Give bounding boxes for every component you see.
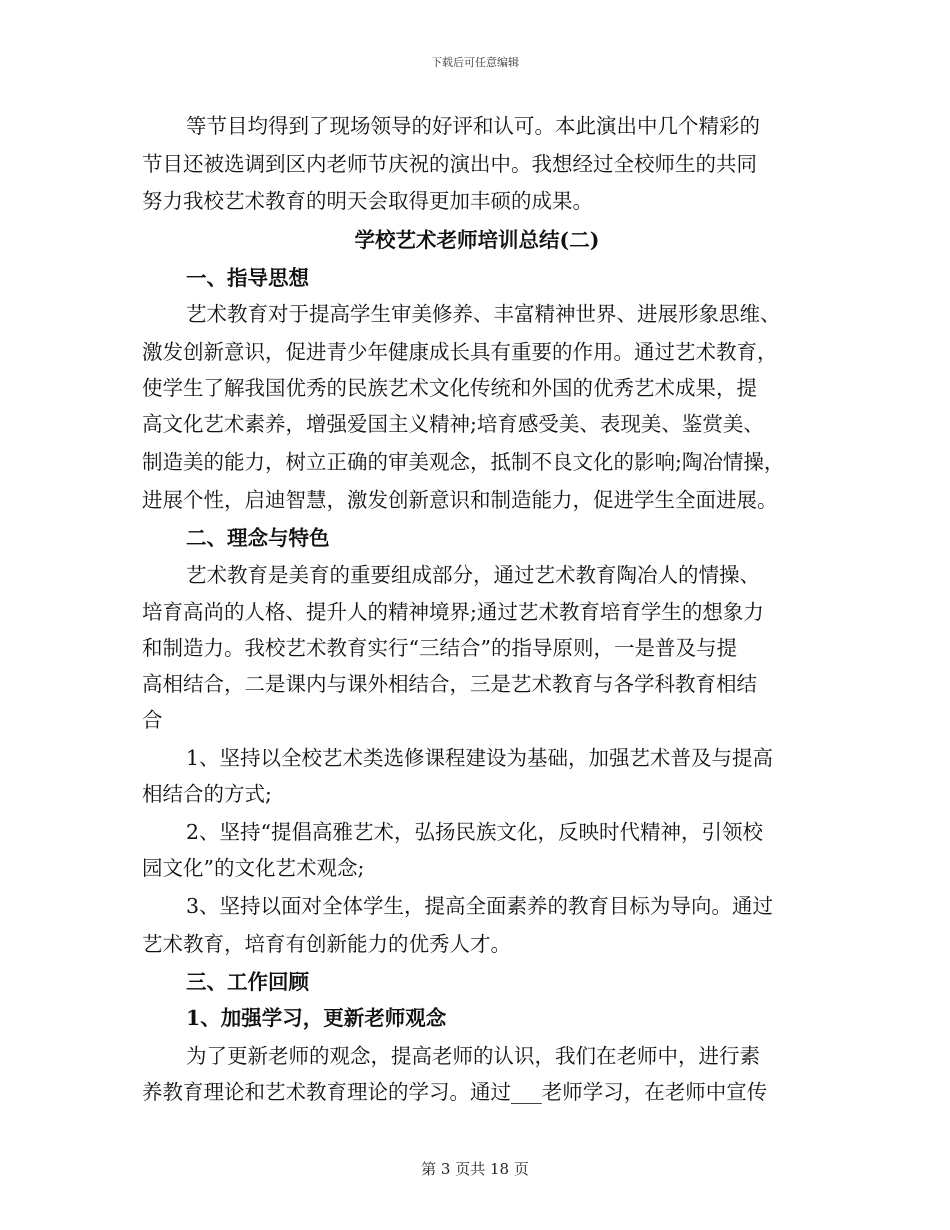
paragraph-line: 艺术教育，培育有创新能力的优秀人才。 — [142, 932, 511, 956]
paragraph-line: 激发创新意识，促进青少年健康成长具有重要的作用。通过艺术教育， — [142, 340, 778, 364]
paragraph-line: 使学生了解我国优秀的民族艺术文化传统和外国的优秀艺术成果，提 — [142, 376, 757, 400]
paragraph-line: 为了更新老师的观念，提高老师的认识，我们在老师中，进行素 — [186, 1044, 760, 1068]
page-header: 下载后可任意编辑 — [431, 56, 519, 69]
paragraph-line: 制造美的能力，树立正确的审美观念，抵制不良文化的影响;陶冶情操， — [142, 450, 785, 474]
section-heading: 三、工作回顾 — [186, 970, 309, 994]
paragraph-line: 园文化”的文化艺术观念; — [142, 856, 365, 880]
section-heading: 二、理念与特色 — [186, 526, 330, 550]
paragraph-line: 高相结合，二是课内与课外相结合，三是艺术教育与各学科教育相结 — [142, 672, 757, 696]
paragraph-line: 高文化艺术素养，增强爱国主义精神;培育感受美、表现美、鉴赏美、 — [142, 412, 764, 436]
paragraph-line: 2、坚持“提倡高雅艺术，弘扬民族文化，反映时代精神，引领校 — [186, 820, 764, 844]
paragraph-line: 养教育理论和艺术教育理论的学习。通过___老师学习，在老师中宣传 — [142, 1080, 768, 1104]
paragraph-line: 节目还被选调到区内老师节庆祝的演出中。我想经过全校师生的共同 — [142, 152, 757, 176]
paragraph-line: 培育高尚的人格、提升人的精神境界;通过艺术教育培育学生的想象力 — [142, 600, 764, 624]
paragraph-line: 努力我校艺术教育的明天会取得更加丰硕的成果。 — [142, 189, 593, 213]
paragraph-line: 艺术教育对于提高学生审美修养、丰富精神世界、进展形象思维、 — [186, 302, 781, 326]
paragraph-line: 艺术教育是美育的重要组成部分，通过艺术教育陶冶人的情操、 — [186, 563, 760, 587]
paragraph-line: 等节目均得到了现场领导的好评和认可。本此演出中几个精彩的 — [186, 114, 760, 138]
paragraph-line: 进展个性，启迪智慧，激发创新意识和制造能力，促进学生全面进展。 — [142, 488, 778, 512]
paragraph-line: 1、坚持以全校艺术类选修课程建设为基础，加强艺术普及与提高 — [186, 746, 774, 770]
subsection-heading: 1、加强学习，更新老师观念 — [186, 1006, 447, 1030]
section-title: 学校艺术老师培训总结(二) — [354, 228, 600, 252]
paragraph-line: 合 — [142, 708, 163, 732]
section-heading: 一、指导思想 — [186, 266, 309, 290]
paragraph-line: 和制造力。我校艺术教育实行“三结合”的指导原则，一是普及与提 — [142, 636, 737, 660]
paragraph-line: 3、坚持以面对全体学生，提高全面素养的教育目标为导向。通过 — [186, 894, 774, 918]
page-footer: 第 3 页共 18 页 — [421, 1160, 529, 1178]
paragraph-line: 相结合的方式; — [142, 782, 272, 806]
